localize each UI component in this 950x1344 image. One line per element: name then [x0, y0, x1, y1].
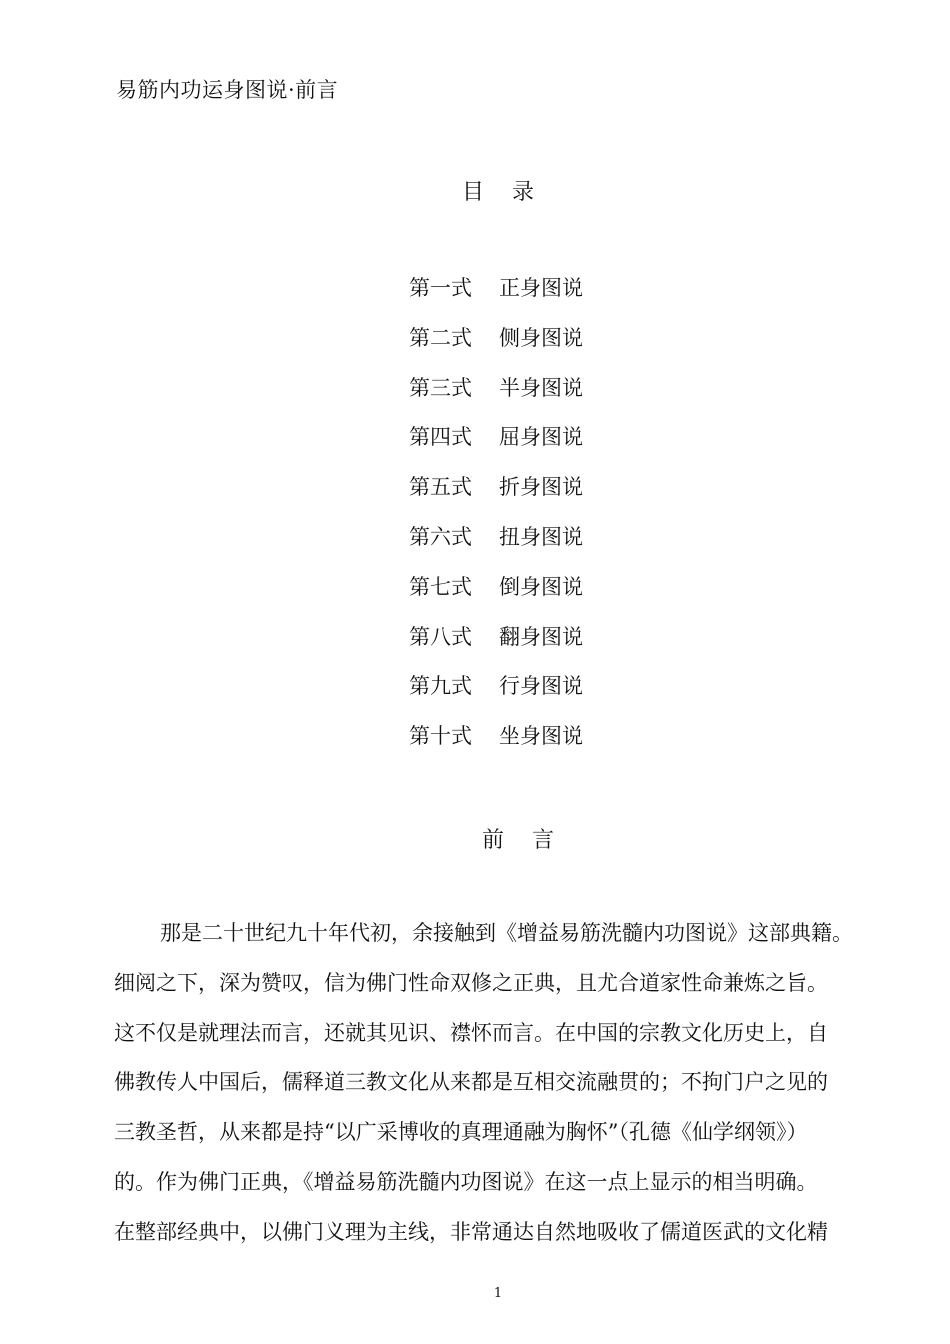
toc-item-name: 扭身图说: [499, 524, 583, 549]
toc-item-name: 坐身图说: [499, 724, 583, 749]
toc-item-number: 第七式: [409, 574, 472, 599]
toc-item-name: 正身图说: [499, 276, 583, 300]
toc-item-name: 侧身图说: [499, 325, 583, 350]
toc-item-name: 屈身图说: [499, 425, 583, 450]
toc-item: [409, 672, 583, 722]
toc-item-name: 折身图说: [499, 475, 583, 500]
toc-item: [409, 623, 583, 673]
toc-item: [409, 473, 583, 523]
toc-item-number: 第六式: [409, 524, 472, 549]
preface-body: [114, 918, 896, 1267]
toc-item: [409, 274, 583, 324]
body-line: 三教圣哲，从来都是持“以广采博收的真理通融为胸怀”（孔德《仙学纲领》）: [114, 1120, 808, 1145]
preface-title: 前 言: [482, 828, 554, 853]
toc-item: [409, 374, 583, 424]
toc-item-number: 第四式: [409, 425, 472, 450]
toc-item-name: 倒身图说: [499, 574, 583, 599]
toc-item-number: 第五式: [409, 475, 472, 500]
toc-item-name: 翻身图说: [499, 624, 583, 649]
toc-item-number: 第九式: [409, 674, 472, 699]
toc-item-number: 第三式: [409, 375, 472, 400]
toc-item-number: 第二式: [409, 325, 472, 350]
toc-list: [409, 274, 583, 772]
toc-item: [409, 423, 583, 473]
toc-item: [409, 324, 583, 374]
body-line: 这不仅是就理法而言，还就其见识、襟怀而言。在中国的宗教文化历史上，自: [114, 1020, 828, 1045]
toc-item-name: 行身图说: [499, 674, 583, 699]
body-line: 那是二十世纪九十年代初，余接触到《增益易筋洗髓内功图说》这部典籍。: [160, 921, 853, 945]
toc-item-number: 第十式: [409, 724, 472, 749]
body-line: 佛教传人中国后，儒释道三教文化从来都是互相交流融贯的；不拘门户之见的: [114, 1070, 828, 1095]
body-line: 在整部经典中，以佛门义理为主线，非常通达自然地吸收了儒道医武的文化精: [114, 1219, 828, 1244]
toc-title: 目 录: [462, 180, 534, 205]
toc-item-number: 第一式: [409, 276, 472, 300]
toc-item: [409, 573, 583, 623]
body-line: 的。作为佛门正典，《增益易筋洗髓内功图说》在这一点上显示的相当明确。: [114, 1169, 818, 1194]
toc-item-name: 半身图说: [499, 375, 583, 400]
body-line: 细阅之下，深为赞叹，信为佛门性命双修之正典，且尤合道家性命兼炼之旨。: [114, 970, 828, 995]
toc-item: [409, 722, 583, 772]
running-header: 易筋内功运身图说·前言: [116, 78, 339, 102]
toc-item-number: 第八式: [409, 624, 472, 649]
page-number: 1: [493, 1286, 503, 1301]
toc-item: [409, 523, 583, 573]
